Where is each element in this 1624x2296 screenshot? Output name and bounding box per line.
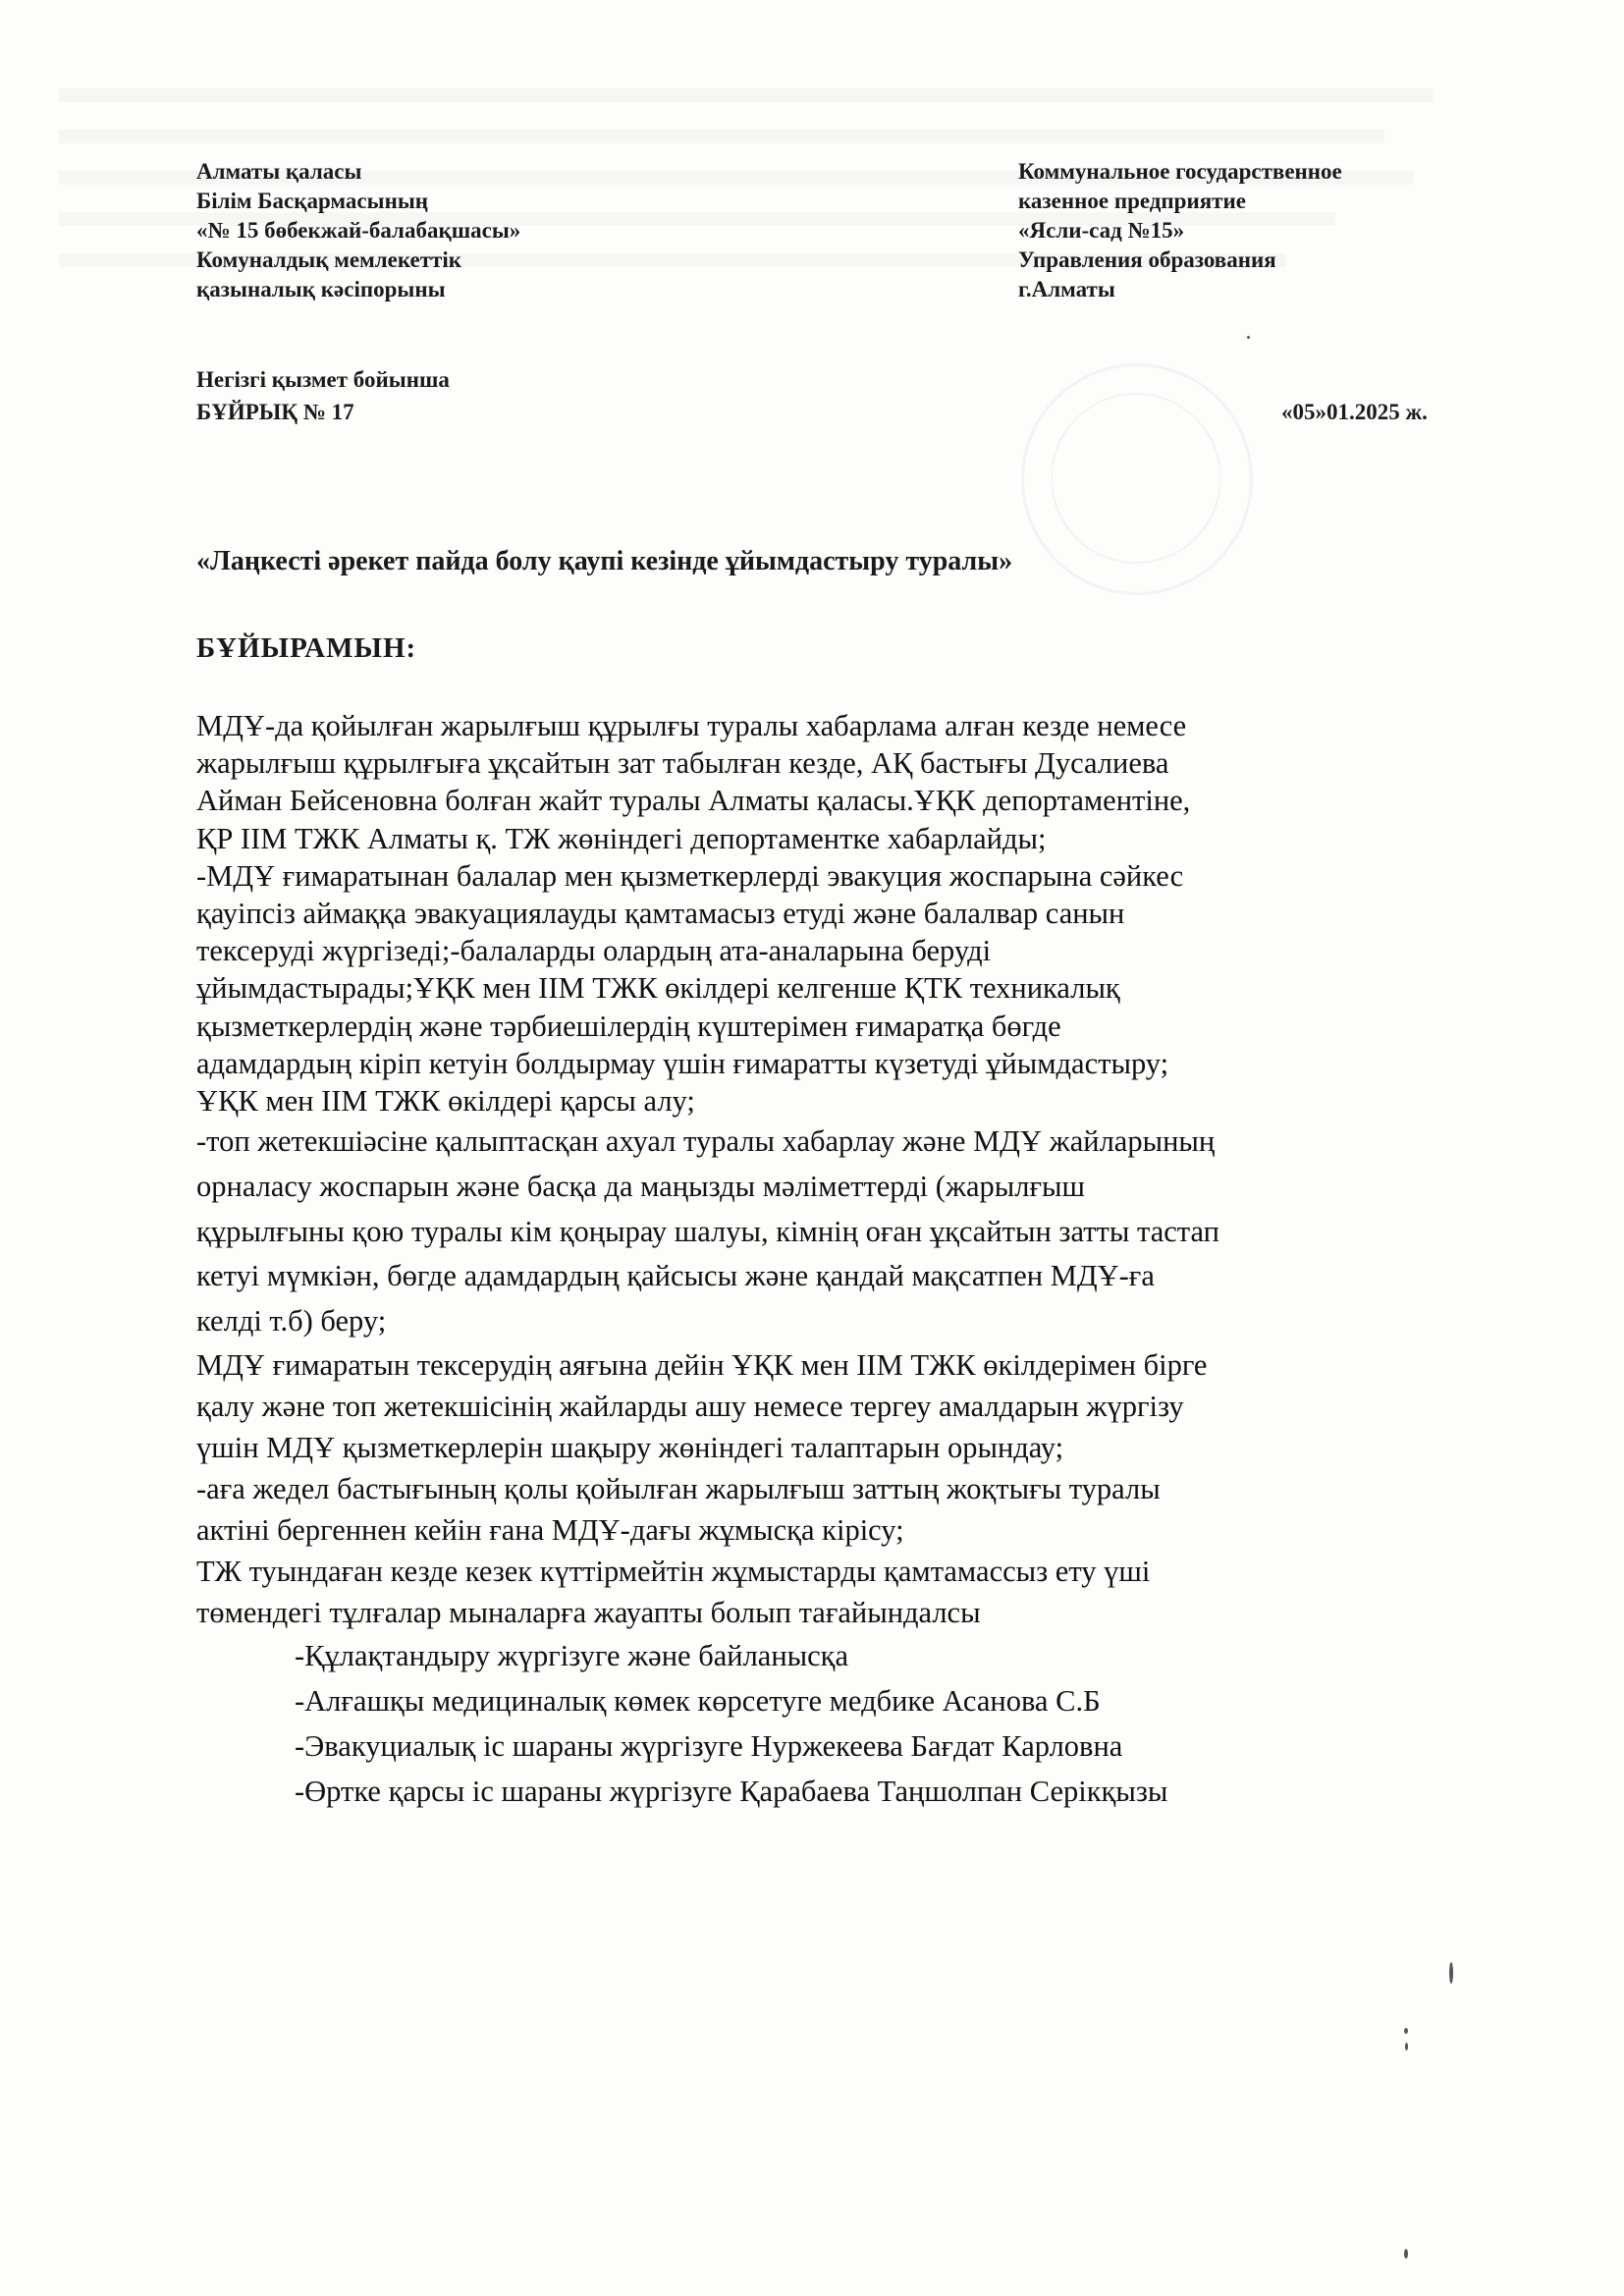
document-title: «Лаңкесті әрекет пайда болу қаупі кезінде ұйымдастыру туралы» — [196, 546, 1013, 576]
header-right-line: «Ясли-сад №15» — [1018, 218, 1185, 243]
bleed-line — [59, 88, 1434, 102]
body-line: МДҰ-да қойылған жарылғыш құрылғы туралы хабарлама алған кезде немесе — [196, 709, 1187, 742]
body-line: орналасу жоспарын және басқа да маңызды мәліметтерді (жарылғыш — [196, 1169, 1085, 1203]
header-right-line: г.Алматы — [1018, 277, 1115, 301]
body-line: кетуі мүмкіән, бөгде адамдардың қайсысы және қандай мақсатпен МДҰ-ға — [196, 1259, 1155, 1293]
order-number: БҰЙРЫҚ № 17 — [196, 400, 354, 424]
paragraph — [196, 1344, 1473, 1633]
body-line: ҰҚК мен ІІМ ТЖК өкілдері қарсы алу; — [196, 1084, 695, 1119]
body-line: -аға жедел бастығының қолы қойылған жарылғыш заттың жоқтығы туралы — [196, 1471, 1161, 1505]
responsibility-item: -Құлақтандыру жүргізуге және байланысқа — [295, 1638, 849, 1672]
bleed-stamp-ring — [1021, 363, 1253, 595]
document-body — [196, 707, 1473, 1814]
scan-speck — [1404, 2028, 1408, 2034]
body-line: жарылғыш құрылғыға ұқсайтын зат табылған кезде, АҚ бастығы Дусалиева — [196, 746, 1169, 781]
header-right-line: казенное предприятие — [1018, 189, 1246, 213]
body-line: үшін МДҰ қызметкерлерін шақыру жөніндегі талаптарын орындау; — [196, 1430, 1064, 1464]
responsibility-item: -Алғашқы медициналық көмек көрсетуге медбике Асанова С.Б — [295, 1683, 1101, 1718]
body-line: қызметкерлердің және тәрбиешілердің күштерімен ғимаратқа бөгде — [196, 1009, 1061, 1043]
header-right-line: Управления образования — [1018, 247, 1276, 272]
body-line: ұйымдастырады;ҰҚК мен ІІМ ТЖК өкілдері келгенше ҚТК техникалық — [196, 971, 1120, 1006]
body-line: келді т.б) беру; — [196, 1304, 387, 1339]
header-left-line: «№ 15 бөбекжай-балабақшасы» — [196, 218, 521, 243]
header-right-line: Коммунальное государственное — [1018, 159, 1342, 184]
order-heading: БҰЙЫРАМЫН: — [196, 632, 417, 664]
body-line: ТЖ туындаған кезде кезек күттірмейтін жұмыстарды қамтамассыз ету үші — [196, 1554, 1151, 1588]
responsibility-item: -Эвакуциалық іс шараны жүргізуге Нуржекеева Бағдат Карловна — [295, 1728, 1123, 1763]
order-date: «05»01.2025 ж. — [1281, 400, 1428, 424]
reverse-side-bleed — [943, 69, 1492, 619]
body-line: ҚР ІІМ ТЖК Алматы қ. ТЖ жөніндегі депортаментке хабарлайды; — [196, 821, 1047, 855]
scan-speck — [1404, 2249, 1408, 2259]
body-line: -топ жетекшіәсіне қалыптасқан ахуал туралы хабарлау және МДҰ жайларының — [196, 1124, 1216, 1159]
scan-speck — [1405, 2043, 1408, 2050]
header-russian — [1018, 157, 1342, 304]
order-info — [196, 363, 450, 428]
body-line: МДҰ ғимаратын тексерудің аяғына дейін ҰҚК мен ІІМ ТЖК өкілдерімен бірге — [196, 1347, 1208, 1382]
responsibility-list — [196, 1633, 1473, 1814]
body-line: актіні бергеннен кейін ғана МДҰ-дағы жұмысқа кірісу; — [196, 1512, 904, 1547]
body-line: Айман Бейсеновна болған жайт туралы Алматы қаласы.ҰҚК депортаментіне, — [196, 784, 1191, 818]
body-line: адамдардың кіріп кетуін болдырмау үшін ғимаратты күзетуді ұйымдастыру; — [196, 1046, 1169, 1080]
bleed-line — [59, 130, 1384, 143]
body-line: қалу және топ жетекшісінің жайларды ашу немесе тергеу амалдарын жүргізу — [196, 1389, 1184, 1423]
responsibility-item: -Өртке қарсы іс шараны жүргізуге Қарабаева Таңшолпан Серікқызы — [295, 1774, 1168, 1808]
header-left-line: Білім Басқармасының — [196, 189, 429, 213]
scan-speck — [1449, 1962, 1453, 1984]
paragraph — [196, 1120, 1473, 1344]
header-left-line: Алматы қаласы — [196, 159, 362, 184]
body-line: құрылғыны қою туралы кім қоңырау шалуы, кімнің оған ұқсайтын затты тастап — [196, 1214, 1219, 1248]
body-line: тексеруді жүргізеді;-балаларды олардың ата-аналарына беруді — [196, 934, 992, 968]
body-line: төмендегі тұлғалар мыналарға жауапты болып тағайындалсы — [196, 1595, 981, 1629]
header-kazakh — [196, 157, 520, 304]
bleed-stamp-ring — [1051, 393, 1221, 564]
header-left-line: Комуналдық мемлекеттік — [196, 247, 461, 272]
scan-speck — [1247, 336, 1250, 339]
header-left-line: қазыналық кәсіпорыны — [196, 277, 446, 301]
order-basis: Негізгі қызмет бойынша — [196, 367, 450, 392]
body-line: қауіпсіз аймаққа эвакуациялауды қамтамасыз етуді және балалвар санын — [196, 897, 1125, 931]
paragraph — [196, 707, 1473, 1120]
body-line: -МДҰ ғимаратынан балалар мен қызметкерлерді эвакуция жоспарына сәйкес — [196, 858, 1184, 893]
